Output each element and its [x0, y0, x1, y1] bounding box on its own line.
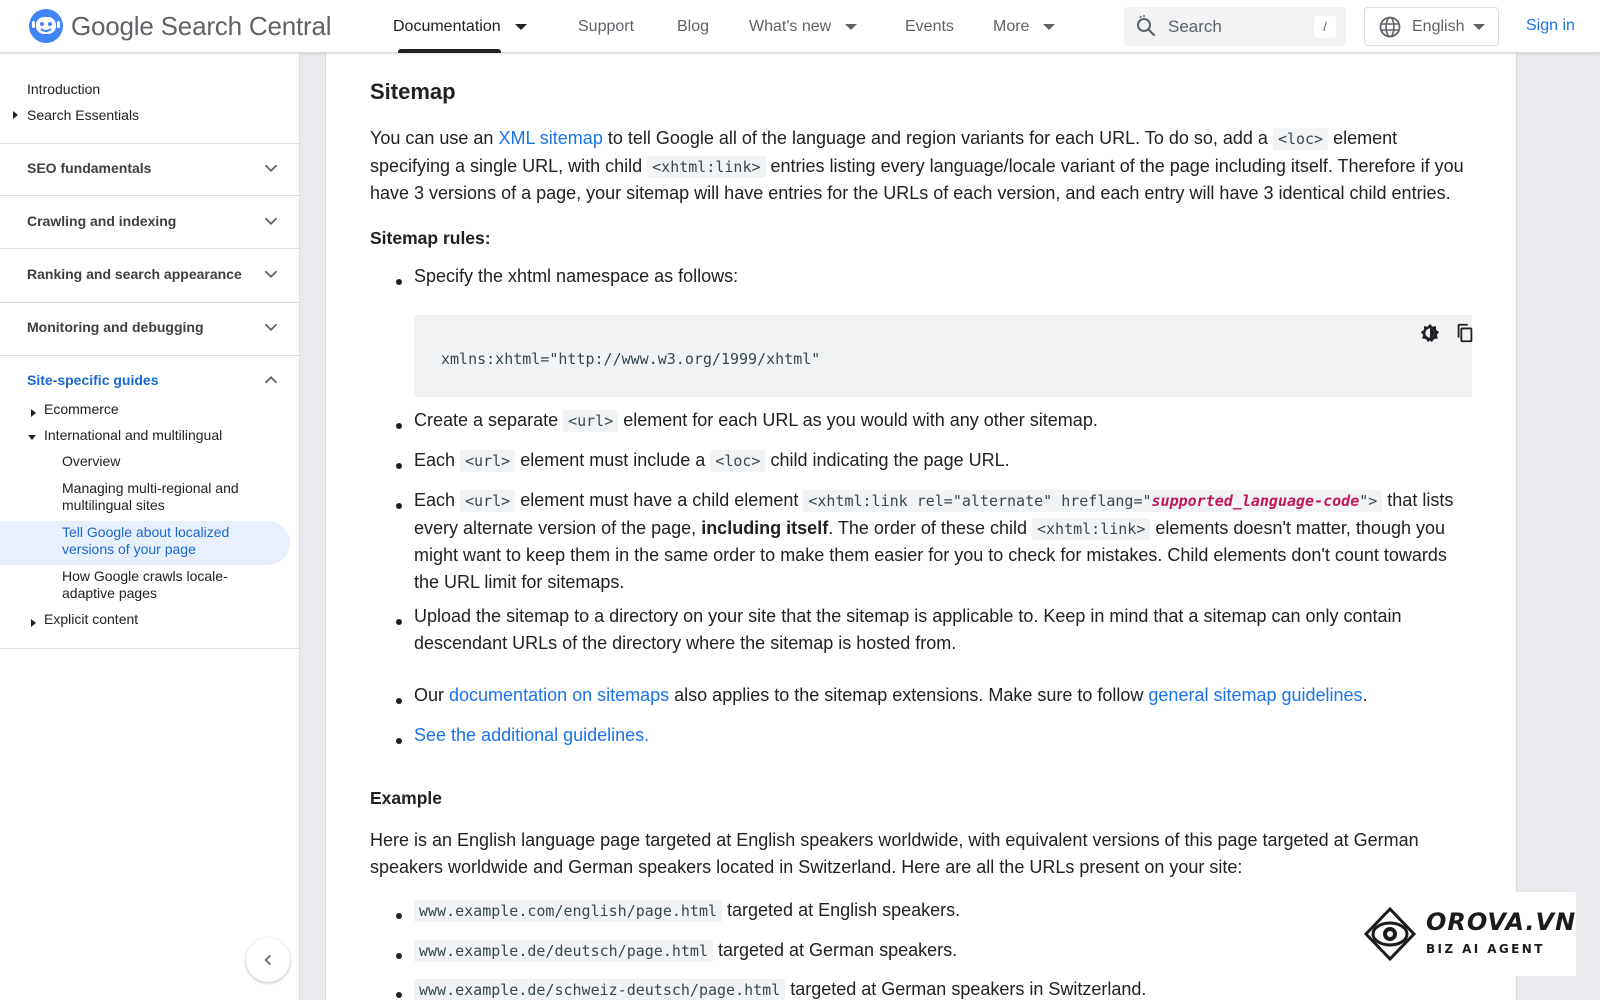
sidebar-item-overview[interactable]: Overview: [62, 453, 121, 469]
sidebar-item-tell-google[interactable]: Tell Google about localized versions of your page: [62, 524, 230, 557]
text: entries listing every language/locale variant of the page including itself. Therefore if you have 3 versions of a page, your sitemap will have entries for the URLs of each version, and each entry will have 3 identical child entries.: [370, 155, 1464, 204]
text: elements doesn't matter, though you might want to keep them in the same order to make them easier for you to check for mistakes. Child elements don't count towards the URL limit for sitemaps.: [414, 517, 1447, 592]
copy-icon[interactable]: [1454, 322, 1476, 344]
sidebar-section-seo-fundamentals[interactable]: [0, 143, 299, 195]
search-box[interactable]: [1124, 7, 1346, 46]
text: child indicating the page URL.: [765, 450, 1010, 470]
search-central-logo[interactable]: [28, 8, 64, 44]
sidebar-section-site-specific[interactable]: [0, 355, 299, 407]
chevron-down-icon: [1043, 24, 1055, 30]
code-url-schweiz: www.example.de/schweiz-deutsch/page.html: [414, 979, 785, 1000]
text: element for each URL as you would with any other sitemap.: [618, 410, 1098, 430]
code-xhtml-link-alternate: [803, 490, 1382, 512]
watermark-logo: [1352, 892, 1576, 976]
text: Create a separate: [414, 410, 564, 430]
code-url: <url>: [460, 450, 515, 472]
nav-support[interactable]: Support: [578, 17, 635, 35]
nav-documentation[interactable]: [393, 0, 527, 53]
chevron-down-icon: [845, 24, 857, 30]
chevron-down-icon: [260, 210, 282, 232]
code-loc: <loc>: [710, 450, 765, 472]
divider: [0, 648, 299, 649]
sidebar-section-crawling-indexing[interactable]: [0, 196, 299, 248]
text: element must include a: [515, 450, 711, 470]
watermark-subtitle: BIZ AI AGENT: [1426, 942, 1545, 956]
general-sitemap-guidelines-link[interactable]: general sitemap guidelines: [1148, 685, 1363, 705]
sign-in-link[interactable]: Sign in: [1526, 17, 1575, 34]
section-label: Crawling and indexing: [27, 213, 177, 229]
chevron-down-icon: [515, 24, 527, 30]
rule-xhtml-link-child: [414, 487, 1466, 595]
text: that lists every alternate version of the page,: [414, 490, 1454, 538]
text: element must have a child element: [515, 490, 804, 510]
text: You can use an: [370, 128, 499, 148]
sidebar-item-international[interactable]: International and multilingual: [44, 427, 223, 443]
text: targeted at German speakers.: [712, 940, 958, 960]
sidebar-item-managing[interactable]: Managing multi-regional and multilingual sites: [62, 480, 239, 513]
watermark-emblem-icon: [1362, 906, 1418, 962]
code-part: ">: [1359, 492, 1378, 510]
bullet: [396, 423, 402, 429]
globe-icon: [1378, 15, 1402, 39]
code-url: <url>: [460, 490, 515, 512]
text: to tell Google all of the language and region variants for each URL. To do so, add a: [602, 128, 1273, 148]
article-body: [325, 53, 1517, 1000]
nav-more-label: More: [993, 17, 1030, 35]
expand-arrow-icon[interactable]: [13, 111, 18, 119]
rule-include-loc: [414, 447, 1466, 475]
expand-arrow-icon[interactable]: [31, 619, 36, 627]
chevron-left-icon: [259, 951, 277, 969]
example-url-item: [414, 897, 1466, 925]
sitemap-rules-heading: Sitemap rules:: [370, 228, 491, 248]
nav-more[interactable]: [993, 0, 1055, 53]
nav-events[interactable]: Events: [905, 17, 954, 35]
section-label: Site-specific guides: [27, 372, 159, 388]
code-loc: <loc>: [1273, 128, 1328, 150]
text: also applies to the sitemap extensions. Make sure to follow: [669, 685, 1149, 705]
code-url: <url>: [563, 410, 618, 432]
left-nav: [0, 53, 300, 1000]
bullet: [396, 738, 402, 744]
text: Our: [414, 685, 450, 705]
bullet: [396, 619, 402, 625]
nav-documentation-label: Documentation: [393, 17, 501, 35]
collapse-sidebar-button[interactable]: [246, 938, 290, 982]
sidebar-item-ecommerce[interactable]: Ecommerce: [44, 401, 119, 417]
sitemap-intro-paragraph: [370, 125, 1480, 207]
theme-toggle-icon[interactable]: [1419, 322, 1441, 344]
bullet: [396, 463, 402, 469]
bullet: [396, 913, 402, 919]
language-label: English: [1412, 17, 1465, 35]
sidebar-section-ranking[interactable]: [0, 249, 299, 301]
rule-documentation: [414, 682, 1466, 709]
code-part: <xhtml:link rel="alternate" hreflang=": [808, 492, 1152, 510]
example-url-item: [414, 976, 1466, 1000]
text: . The order of these child: [828, 517, 1032, 538]
top-app-bar: [0, 0, 1600, 53]
sidebar-item-locale-adaptive[interactable]: How Google crawls locale-adaptive pages: [62, 568, 228, 601]
nav-whats-new[interactable]: [749, 0, 857, 53]
code-url-deutsch: www.example.de/deutsch/page.html: [414, 940, 713, 962]
code-url-english: www.example.com/english/page.html: [414, 900, 722, 922]
watermark-title: OROVA.VN: [1426, 908, 1577, 936]
search-icon: [1134, 15, 1158, 39]
text: targeted at English speakers.: [722, 900, 961, 920]
rule-namespace: Specify the xhtml namespace as follows:: [414, 266, 739, 286]
rule-separate-url: [414, 407, 1466, 435]
section-label: Ranking and search appearance: [27, 266, 242, 282]
bullet: [396, 503, 402, 509]
example-url-item: [414, 937, 1466, 965]
text: Each: [414, 450, 461, 470]
documentation-on-sitemaps-link[interactable]: documentation on sitemaps: [449, 685, 670, 705]
code-block-namespace: [414, 315, 1472, 397]
nav-blog[interactable]: Blog: [677, 17, 710, 35]
section-label: SEO fundamentals: [27, 160, 152, 176]
section-label: Monitoring and debugging: [27, 319, 204, 335]
sidebar-item-explicit-content[interactable]: Explicit content: [44, 611, 139, 627]
chevron-down-icon: [260, 157, 282, 179]
collapse-arrow-icon[interactable]: [28, 435, 36, 440]
rule-upload-directory: Upload the sitemap to a directory on your site that the sitemap is applicable to. Keep in mind that a sitemap can only contain descendant URLs of the directory where the sitemap is hosted from.: [414, 606, 1402, 653]
search-shortcut-hint: /: [1314, 16, 1336, 38]
text: Each: [414, 490, 461, 510]
chevron-up-icon: [260, 369, 282, 391]
sidebar-item-search-essentials[interactable]: Search Essentials: [27, 107, 140, 123]
code-xhtml-link: <xhtml:link>: [1032, 518, 1150, 540]
chevron-down-icon: [1473, 24, 1485, 30]
nav-active-indicator: [398, 49, 501, 53]
additional-guidelines-link[interactable]: See the additional guidelines.: [414, 725, 650, 745]
example-heading: Example: [370, 788, 442, 808]
section-heading-sitemap: Sitemap: [370, 79, 456, 104]
code-variable: supported_language-code: [1151, 492, 1360, 510]
sidebar-item-introduction[interactable]: Introduction: [27, 81, 101, 97]
search-input[interactable]: [1168, 14, 1308, 40]
text: .: [1362, 685, 1368, 705]
example-intro-paragraph: Here is an English language page targeted at English speakers worldwide, with equivalent versions of this page targeted at German speakers worldwide and German speakers located in Switzerland. Here are all the URLs present on your site:: [370, 830, 1419, 877]
text: element specifying a single URL, with child: [370, 128, 1398, 176]
bullet: [396, 279, 402, 285]
language-selector[interactable]: [1364, 7, 1499, 46]
bold-text: including itself: [701, 517, 829, 538]
bullet: [396, 698, 402, 704]
chevron-down-icon: [260, 263, 282, 285]
brand-title[interactable]: Google Search Central: [71, 11, 332, 41]
sidebar-section-monitoring[interactable]: [0, 302, 299, 354]
xml-sitemap-link[interactable]: XML sitemap: [498, 128, 603, 148]
bullet: [396, 992, 402, 998]
text: targeted at German speakers in Switzerland.: [785, 979, 1147, 999]
chevron-down-icon: [260, 316, 282, 338]
code-xhtml-link: <xhtml:link>: [647, 156, 765, 178]
bullet: [396, 953, 402, 959]
expand-arrow-icon[interactable]: [31, 409, 36, 417]
rule-additional-guidelines: [414, 722, 1466, 749]
code-namespace-text: xmlns:xhtml="http://www.w3.org/1999/xhtml": [441, 350, 821, 368]
nav-whats-new-label: What's new: [749, 17, 832, 35]
